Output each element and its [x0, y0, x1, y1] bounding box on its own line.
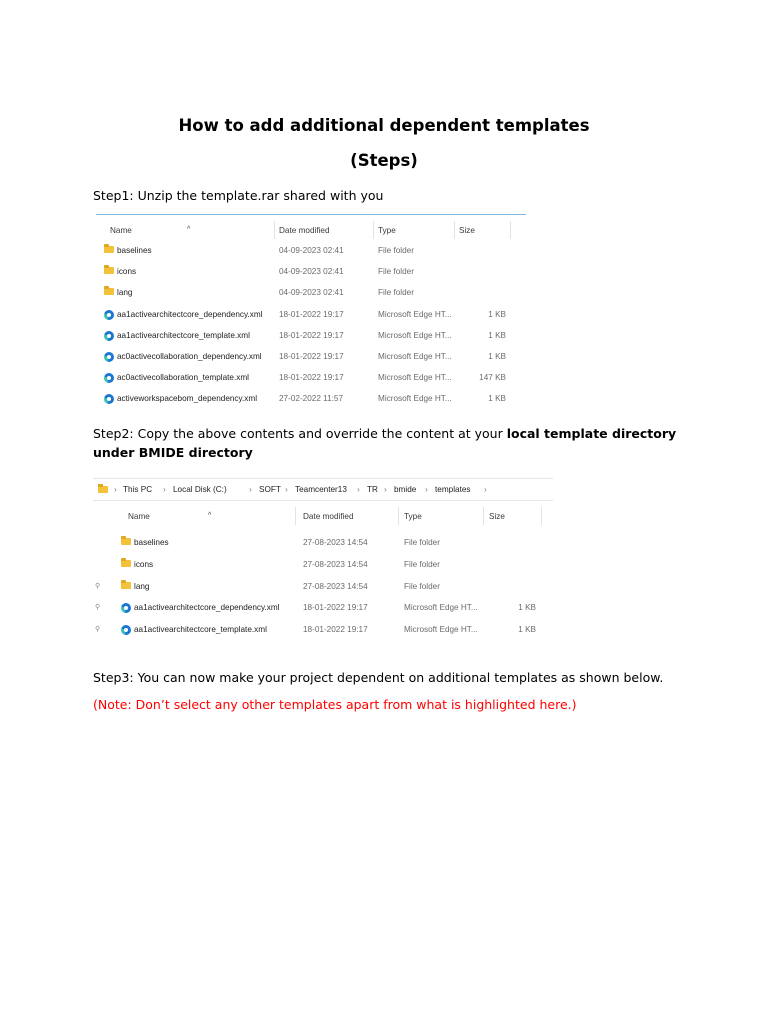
step2-bold-text: local template directory under BMIDE directory [93, 426, 677, 460]
table-row[interactable] [96, 389, 526, 410]
chevron-right-icon: › [384, 485, 387, 494]
date-modified: 04-09-2023 02:41 [279, 246, 344, 255]
sort-arrow-icon: ^ [187, 226, 191, 233]
file-name: aa1activearchitectcore_dependency.xml [134, 603, 280, 613]
file-size: 1 KB [488, 309, 506, 319]
folder-icon [98, 486, 108, 493]
file-size: 1 KB [488, 330, 506, 340]
table-row[interactable] [93, 533, 553, 554]
folder-icon [121, 582, 131, 589]
date-modified: 18-01-2022 19:17 [303, 625, 368, 635]
file-type: Microsoft Edge HT... [404, 625, 478, 635]
chevron-right-icon: › [163, 485, 166, 494]
file-type: File folder [378, 267, 414, 277]
folder-icon [104, 288, 114, 295]
sort-arrow-icon: ^ [208, 512, 212, 519]
chevron-right-icon: › [357, 485, 360, 494]
file-type: File folder [378, 288, 414, 298]
note-text: (Note: Don’t select any other templates apart from what is highlighted here.) [93, 697, 577, 712]
date-modified: 18-01-2022 19:17 [279, 309, 344, 319]
file-type: Microsoft Edge HT... [378, 309, 452, 319]
explorer2-header [93, 502, 553, 524]
column-name[interactable]: Name [110, 226, 132, 235]
file-size: 1 KB [518, 625, 536, 635]
pin-icon: ⚲ [95, 604, 101, 612]
file-type: File folder [404, 538, 440, 547]
table-row[interactable] [96, 368, 526, 389]
table-row[interactable] [93, 620, 553, 641]
edge-icon [104, 373, 114, 383]
doc-title: How to add additional dependent templates [178, 116, 590, 135]
file-type: Microsoft Edge HT... [378, 352, 452, 361]
chevron-right-icon: › [249, 485, 252, 494]
folder-icon [104, 267, 114, 274]
edge-icon [104, 352, 114, 362]
edge-icon [104, 394, 114, 404]
file-type: File folder [404, 559, 440, 569]
folder-icon [121, 560, 131, 567]
table-row[interactable] [96, 326, 526, 347]
explorer-table-1 [96, 216, 526, 412]
chevron-right-icon: › [285, 485, 288, 494]
breadcrumb-item[interactable]: Teamcenter13 [295, 485, 347, 494]
file-size: 1 KB [488, 352, 506, 361]
file-name: lang [134, 581, 150, 591]
edge-icon [104, 331, 114, 341]
folder-icon [121, 538, 131, 545]
table-row[interactable] [96, 283, 526, 304]
breadcrumb-item[interactable]: TR [367, 485, 378, 494]
folder-icon [104, 246, 114, 253]
explorer-table-2 [93, 502, 553, 638]
table-row[interactable] [93, 577, 553, 598]
breadcrumb-top-border [93, 478, 553, 479]
column-name[interactable]: Name [128, 512, 150, 521]
edge-icon [121, 625, 131, 635]
chevron-right-icon: › [425, 485, 428, 494]
file-name: activeworkspacebom_dependency.xml [117, 394, 258, 404]
pin-icon: ⚲ [95, 582, 101, 590]
column-size[interactable]: Size [489, 512, 505, 521]
table-row[interactable] [93, 598, 553, 619]
doc-subtitle: (Steps) [350, 151, 418, 170]
file-type: Microsoft Edge HT... [378, 373, 452, 383]
file-type: File folder [404, 581, 440, 591]
chevron-right-icon: › [484, 485, 487, 494]
date-modified: 18-01-2022 19:17 [279, 373, 344, 383]
file-name: lang [117, 288, 133, 298]
file-size: 1 KB [518, 603, 536, 613]
explorer1-header [96, 216, 526, 238]
edge-icon [104, 310, 114, 320]
step3-text: Step3: You can now make your project dependent on additional templates as shown below. [93, 670, 664, 685]
breadcrumb-item[interactable]: bmide [394, 485, 417, 494]
file-size: 147 KB [479, 373, 506, 383]
file-name: ac0activecollaboration_dependency.xml [117, 352, 262, 361]
date-modified: 27-02-2022 11:57 [279, 394, 344, 404]
step2-text: Step2: Copy the above contents and override the content at your local template directory under BMIDE directory [93, 426, 677, 460]
breadcrumb-item[interactable]: templates [435, 485, 471, 494]
file-name: aa1activearchitectcore_template.xml [134, 625, 267, 635]
date-modified: 27-08-2023 14:54 [303, 581, 368, 591]
file-name: icons [134, 559, 154, 569]
table-row[interactable] [96, 305, 526, 326]
date-modified: 18-01-2022 19:17 [303, 603, 368, 613]
table-row[interactable] [96, 347, 526, 368]
file-name: aa1activearchitectcore_template.xml [117, 330, 250, 340]
file-type: Microsoft Edge HT... [378, 394, 452, 404]
file-name: baselines [134, 538, 169, 547]
date-modified: 27-08-2023 14:54 [303, 559, 368, 569]
date-modified: 18-01-2022 19:17 [279, 330, 344, 340]
explorer1-top-border [96, 214, 526, 215]
file-size: 1 KB [488, 394, 506, 404]
date-modified: 27-08-2023 14:54 [303, 538, 368, 547]
file-type: File folder [378, 246, 414, 255]
file-name: baselines [117, 246, 152, 255]
breadcrumb-bottom-border [93, 500, 553, 501]
chevron-right-icon: › [114, 485, 117, 494]
date-modified: 04-09-2023 02:41 [279, 288, 344, 298]
file-type: Microsoft Edge HT... [404, 603, 478, 613]
edge-icon [121, 603, 131, 613]
column-date-modified[interactable]: Date modified [279, 226, 330, 235]
column-date-modified[interactable]: Date modified [303, 512, 354, 521]
date-modified: 18-01-2022 19:17 [279, 352, 344, 361]
breadcrumb-item[interactable]: Local Disk (C:) [173, 485, 227, 494]
column-type[interactable]: Type [378, 226, 396, 235]
file-name: icons [117, 267, 137, 277]
table-row[interactable] [96, 241, 526, 262]
breadcrumb-item[interactable]: SOFT [259, 485, 281, 494]
breadcrumb-item[interactable]: This PC [123, 485, 153, 494]
file-name: ac0activecollaboration_template.xml [117, 373, 249, 383]
column-type[interactable]: Type [404, 512, 422, 521]
file-name: aa1activearchitectcore_dependency.xml [117, 309, 263, 319]
table-row[interactable] [93, 555, 553, 576]
column-size[interactable]: Size [459, 226, 475, 235]
step1-text: Step1: Unzip the template.rar shared with you [93, 188, 384, 203]
table-row[interactable] [96, 262, 526, 283]
date-modified: 04-09-2023 02:41 [279, 267, 344, 277]
file-type: Microsoft Edge HT... [378, 330, 452, 340]
pin-icon: ⚲ [95, 626, 101, 634]
